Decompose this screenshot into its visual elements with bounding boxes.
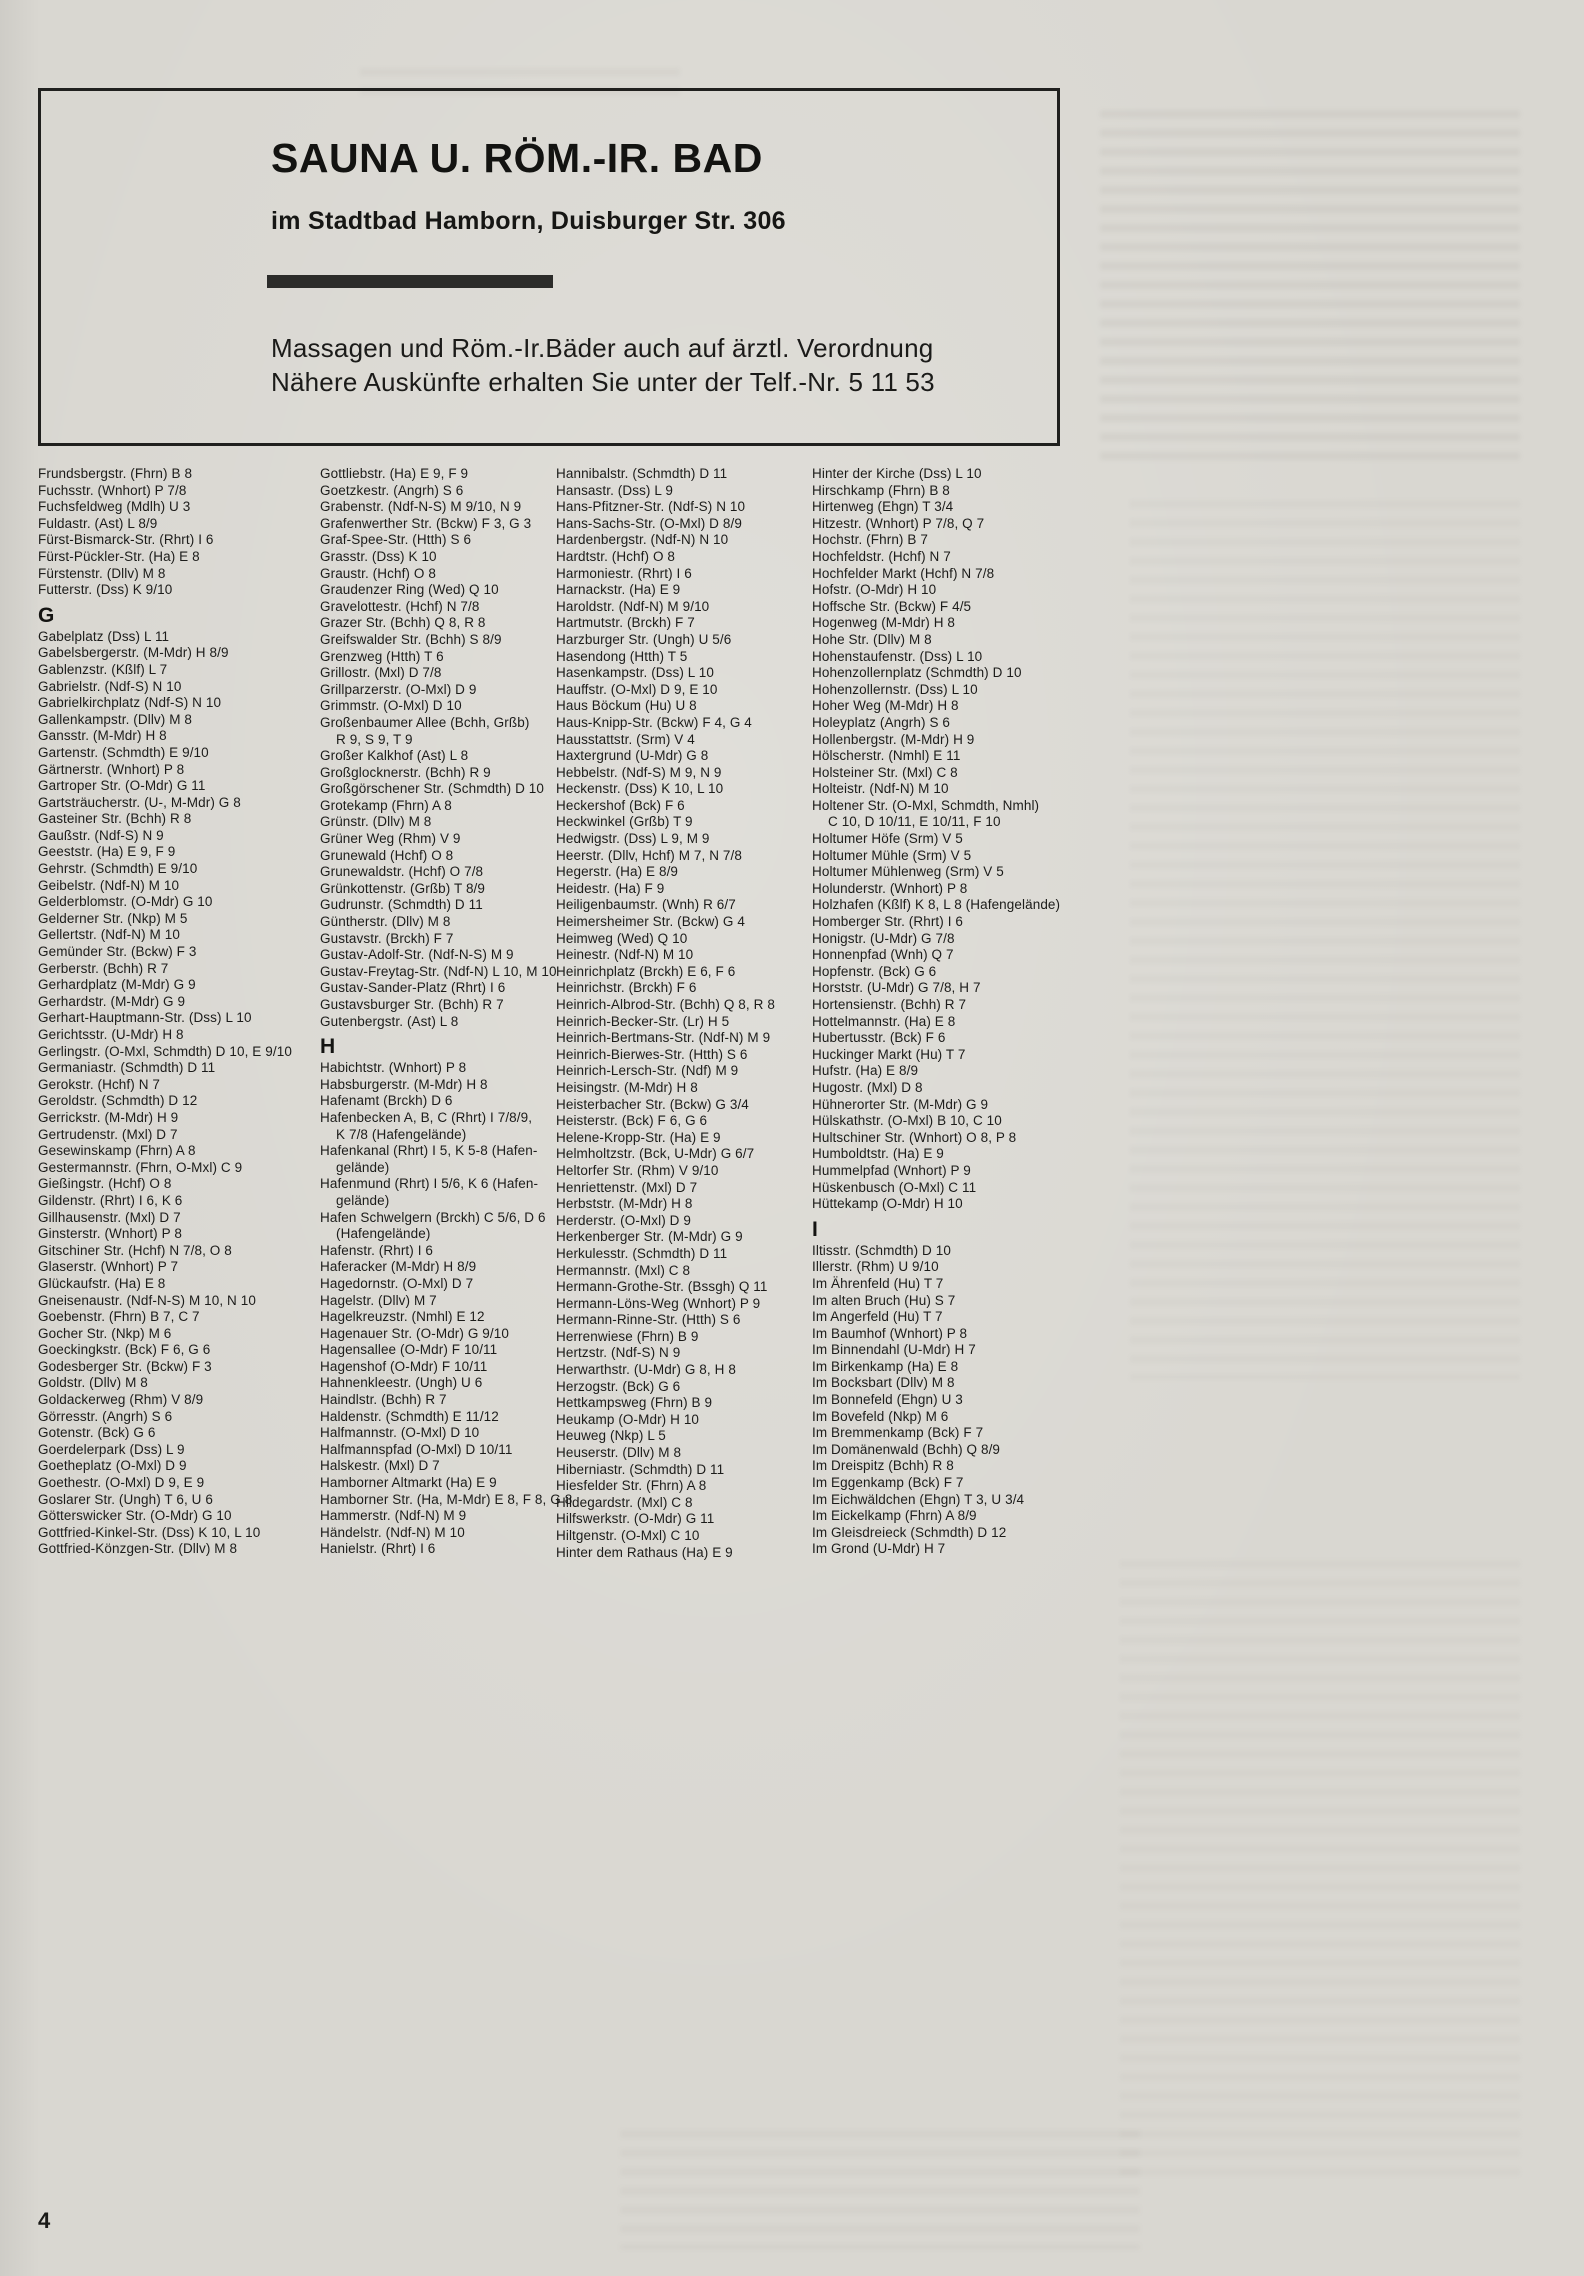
street-entry: Halskestr. (Mxl) D 7 xyxy=(320,1458,440,1474)
street-entry: Fürstenstr. (Dllv) M 8 xyxy=(38,565,166,581)
street-entry: Hahnenkleestr. (Ungh) U 6 xyxy=(320,1375,483,1391)
street-entry: Hinter der Kirche (Dss) L 10 xyxy=(812,466,982,481)
street-entry-continuation: gelände) xyxy=(336,1159,390,1175)
street-entry: Heisterstr. (Bck) F 6, G 6 xyxy=(556,1113,708,1129)
street-entry: Grüner Weg (Rhm) V 9 xyxy=(320,831,461,847)
street-entry: Gartenstr. (Schmdth) E 9/10 xyxy=(38,744,209,760)
street-entry: Hirtenweg (Ehgn) T 3/4 xyxy=(812,499,954,515)
street-entry: Goeckingkstr. (Bck) F 6, G 6 xyxy=(38,1342,211,1358)
street-entry: Hirschkamp (Fhrn) B 8 xyxy=(812,482,950,498)
street-entry: Hoher Weg (M-Mdr) H 8 xyxy=(812,698,959,714)
street-entry-continuation: (Hafengelände) xyxy=(336,1226,431,1242)
street-entry: Gerichtsstr. (U-Mdr) H 8 xyxy=(38,1027,184,1042)
street-entry: Heinestr. (Ndf-N) M 10 xyxy=(556,947,694,963)
street-entry: Im Domänenwald (Bchh) Q 8/9 xyxy=(812,1441,1001,1457)
street-entry: Hermannstr. (Mxl) C 8 xyxy=(556,1262,691,1278)
street-entry: Haxtergrund (U-Mdr) G 8 xyxy=(556,748,709,764)
street-entry: Goldstr. (Dllv) M 8 xyxy=(38,1375,148,1391)
street-entry: Heckwinkel (Grßb) T 9 xyxy=(556,814,693,830)
street-entry: Grunewald (Hchf) O 8 xyxy=(320,847,454,863)
street-entry: Hettkampsweg (Fhrn) B 9 xyxy=(556,1395,713,1411)
street-entry: Glückaufstr. (Ha) E 8 xyxy=(38,1275,166,1291)
street-entry: Gerhart-Hauptmann-Str. (Dss) L 10 xyxy=(38,1010,252,1026)
street-entry: Hagensallee (O-Mdr) F 10/11 xyxy=(320,1342,498,1358)
street-entry: Im Bremmenkamp (Bck) F 7 xyxy=(812,1425,984,1441)
street-entry: Futterstr. (Dss) K 9/10 xyxy=(38,582,173,598)
street-entry: Im alten Bruch (Hu) S 7 xyxy=(812,1292,956,1308)
street-entry: Illerstr. (Rhm) U 9/10 xyxy=(812,1259,939,1275)
street-entry: Gelderner Str. (Nkp) M 5 xyxy=(38,910,188,926)
street-entry: Großglocknerstr. (Bchh) R 9 xyxy=(320,764,491,780)
street-entry: Heinrich-Bertmans-Str. (Ndf-N) M 9 xyxy=(556,1030,771,1046)
street-entry: Huckinger Markt (Hu) T 7 xyxy=(812,1046,966,1062)
street-entry: Herkenberger Str. (M-Mdr) G 9 xyxy=(556,1229,743,1245)
street-list-column-3 xyxy=(556,466,812,1561)
street-entry: Hochfelder Markt (Hchf) N 7/8 xyxy=(812,565,995,581)
street-entry: Hertzstr. (Ndf-S) N 9 xyxy=(556,1345,681,1361)
street-entry: Hagenauer Str. (O-Mdr) G 9/10 xyxy=(320,1325,509,1341)
street-entry: Hardtstr. (Hchf) O 8 xyxy=(556,548,676,564)
street-entry: Hardenbergstr. (Ndf-N) N 10 xyxy=(556,532,729,548)
street-entry: Götterswicker Str. (O-Mdr) G 10 xyxy=(38,1508,232,1524)
ad-title: SAUNA U. RÖM.-IR. BAD xyxy=(271,135,763,181)
street-entry: Hinter dem Rathaus (Ha) E 9 xyxy=(556,1544,733,1560)
street-entry: Im Ährenfeld (Hu) T 7 xyxy=(812,1275,944,1291)
street-entry: Im Dreispitz (Bchh) R 8 xyxy=(812,1458,954,1474)
street-entry: Geibelstr. (Ndf-N) M 10 xyxy=(38,877,180,893)
section-heading: H xyxy=(320,1035,336,1059)
street-entry: Gotenstr. (Bck) G 6 xyxy=(38,1425,156,1441)
street-entry: Holunderstr. (Wnhort) P 8 xyxy=(812,880,968,896)
street-entry: Grafenwerther Str. (Bckw) F 3, G 3 xyxy=(320,515,532,531)
street-entry: Im Bovefeld (Nkp) M 6 xyxy=(812,1408,949,1424)
street-entry: Gehrstr. (Schmdth) E 9/10 xyxy=(38,861,198,877)
street-entry: Hopfenstr. (Bck) G 6 xyxy=(812,963,937,979)
street-entry: Herderstr. (O-Mxl) D 9 xyxy=(556,1212,691,1228)
section-heading: I xyxy=(812,1217,818,1241)
street-entry: Heerstr. (Dllv, Hchf) M 7, N 7/8 xyxy=(556,847,742,863)
street-entry: Grünkottenstr. (Grßb) T 8/9 xyxy=(320,880,486,896)
street-entry: Fuchsstr. (Wnhort) P 7/8 xyxy=(38,482,187,498)
street-entry: Hilfswerkstr. (O-Mdr) G 11 xyxy=(556,1511,715,1527)
street-entry: Harmoniestr. (Rhrt) I 6 xyxy=(556,565,692,581)
street-entry: Hochstr. (Fhrn) B 7 xyxy=(812,532,928,548)
street-entry: Grunewaldstr. (Hchf) O 7/8 xyxy=(320,864,484,880)
street-entry: Hühnerorter Str. (M-Mdr) G 9 xyxy=(812,1096,989,1112)
street-entry: Hartmutstr. (Brckh) F 7 xyxy=(556,615,695,631)
street-entry: Grillparzerstr. (O-Mxl) D 9 xyxy=(320,681,477,697)
street-entry: Gärtnerstr. (Wnhort) P 8 xyxy=(38,761,185,777)
street-entry: Grotekamp (Fhrn) A 8 xyxy=(320,797,452,813)
street-entry: Gerlingstr. (O-Mxl, Schmdth) D 10, E 9/10 xyxy=(38,1043,292,1059)
street-entry: Holsteiner Str. (Mxl) C 8 xyxy=(812,764,958,780)
street-entry: Hollenbergstr. (M-Mdr) H 9 xyxy=(812,731,975,747)
street-entry: Hottelmannstr. (Ha) E 8 xyxy=(812,1013,956,1029)
street-entry: Herbststr. (M-Mdr) H 8 xyxy=(556,1196,693,1212)
street-entry: Hauffstr. (O-Mxl) D 9, E 10 xyxy=(556,681,718,697)
section-heading: G xyxy=(38,603,55,627)
street-entry: Hegerstr. (Ha) E 8/9 xyxy=(556,864,679,880)
street-entry: Im Bocksbart (Dllv) M 8 xyxy=(812,1375,955,1391)
street-entry: Hagelstr. (Dllv) M 7 xyxy=(320,1292,437,1308)
street-entry: Glaserstr. (Wnhort) P 7 xyxy=(38,1259,179,1275)
street-entry: Helene-Kropp-Str. (Ha) E 9 xyxy=(556,1129,721,1145)
street-entry: Honnenpfad (Wnh) Q 7 xyxy=(812,947,954,963)
street-entry: Hafen Schwelgern (Brckh) C 5/6, D 6 xyxy=(320,1209,546,1225)
street-entry: Heinrich-Albrod-Str. (Bchh) Q 8, R 8 xyxy=(556,997,775,1012)
street-entry: Heimersheimer Str. (Bckw) G 4 xyxy=(556,914,745,930)
street-entry: Gravelottestr. (Hchf) N 7/8 xyxy=(320,598,480,614)
ad-subtitle: im Stadtbad Hamborn, Duisburger Str. 306 xyxy=(271,207,786,235)
street-entry: Hummelpfad (Wnhort) P 9 xyxy=(812,1162,971,1178)
street-entry: Hafenbecken A, B, C (Rhrt) I 7/8/9, xyxy=(320,1109,533,1125)
street-entry: Holtumer Mühle (Srm) V 5 xyxy=(812,847,972,863)
street-entry: Gitschiner Str. (Hchf) N 7/8, O 8 xyxy=(38,1242,232,1258)
street-entry: Hebbelstr. (Ndf-S) M 9, N 9 xyxy=(556,764,722,780)
street-entry: Hafenmund (Rhrt) I 5/6, K 6 (Hafen- xyxy=(320,1176,539,1192)
street-entry: Hoffsche Str. (Bckw) F 4/5 xyxy=(812,598,972,614)
street-entry: Haroldstr. (Ndf-N) M 9/10 xyxy=(556,598,710,614)
street-entry: Gerhardplatz (M-Mdr) G 9 xyxy=(38,977,196,993)
street-entry: Hermann-Löns-Weg (Wnhort) P 9 xyxy=(556,1295,761,1311)
street-entry: Hasendong (Htth) T 5 xyxy=(556,648,688,664)
street-entry: Hamborner Altmarkt (Ha) E 9 xyxy=(320,1475,497,1491)
street-entry: Goetzkestr. (Angrh) S 6 xyxy=(320,482,464,498)
street-entry: Gablenzstr. (Kßlf) L 7 xyxy=(38,661,168,677)
street-entry: Geeststr. (Ha) E 9, F 9 xyxy=(38,844,176,860)
street-entry: Hufstr. (Ha) E 8/9 xyxy=(812,1063,919,1079)
street-entry: Habsburgerstr. (M-Mdr) H 8 xyxy=(320,1076,488,1092)
street-entry: Haldenstr. (Schmdth) E 11/12 xyxy=(320,1408,499,1424)
street-entry: Horststr. (U-Mdr) G 7/8, H 7 xyxy=(812,980,981,996)
street-entry: Im Birkenkamp (Ha) E 8 xyxy=(812,1358,959,1374)
street-entry: Gerberstr. (Bchh) R 7 xyxy=(38,960,169,976)
street-entry: Goerdelerpark (Dss) L 9 xyxy=(38,1441,185,1457)
street-entry: Habichtstr. (Wnhort) P 8 xyxy=(320,1060,467,1076)
street-entry: Gelderblomstr. (O-Mdr) G 10 xyxy=(38,894,213,910)
street-entry: Grazer Str. (Bchh) Q 8, R 8 xyxy=(320,615,486,631)
street-entry: Hafenamt (Brckh) D 6 xyxy=(320,1093,453,1109)
street-entry: Hochfeldstr. (Hchf) N 7 xyxy=(812,548,951,564)
street-entry: Hanielstr. (Rhrt) I 6 xyxy=(320,1541,436,1557)
street-entry: Gocher Str. (Nkp) M 6 xyxy=(38,1325,172,1341)
street-entry: Hafenkanal (Rhrt) I 5, K 5-8 (Hafen- xyxy=(320,1143,538,1159)
page-showthrough xyxy=(1120,1560,1520,2180)
street-entry: Gillhausenstr. (Mxl) D 7 xyxy=(38,1209,181,1225)
street-entry: Hüskenbusch (O-Mxl) C 11 xyxy=(812,1179,977,1195)
street-entry: Gertrudenstr. (Mxl) D 7 xyxy=(38,1126,178,1142)
street-entry: Goldackerweg (Rhm) V 8/9 xyxy=(38,1392,204,1408)
street-entry: Hasenkampstr. (Dss) L 10 xyxy=(556,665,714,681)
street-entry: Hafenstr. (Rhrt) I 6 xyxy=(320,1242,434,1258)
street-entry: Helmholtzstr. (Bck, U-Mdr) G 6/7 xyxy=(556,1146,755,1162)
street-entry: Graf-Spee-Str. (Htth) S 6 xyxy=(320,532,472,548)
street-entry: Gabrielstr. (Ndf-S) N 10 xyxy=(38,678,182,694)
street-entry: Halfmannspfad (O-Mxl) D 10/11 xyxy=(320,1441,513,1457)
street-entry: Hitzestr. (Wnhort) P 7/8, Q 7 xyxy=(812,515,985,531)
street-entry: Iltisstr. (Schmdth) D 10 xyxy=(812,1242,951,1258)
street-entry: Im Gleisdreieck (Schmdth) D 12 xyxy=(812,1524,1007,1540)
street-entry: Goetheplatz (O-Mxl) D 9 xyxy=(38,1458,187,1474)
street-entry: Hohe Str. (Dllv) M 8 xyxy=(812,631,932,647)
street-entry: Holtener Str. (O-Mxl, Schmdth, Nmhl) xyxy=(812,797,1040,813)
street-entry: Gartroper Str. (O-Mdr) G 11 xyxy=(38,778,206,794)
street-entry: Gudrunstr. (Schmdth) D 11 xyxy=(320,897,483,913)
street-entry: Gneisenaustr. (Ndf-N-S) M 10, N 10 xyxy=(38,1292,256,1308)
street-entry: Goslarer Str. (Ungh) T 6, U 6 xyxy=(38,1491,213,1507)
street-entry: Holtumer Mühlenweg (Srm) V 5 xyxy=(812,864,1004,880)
street-entry: Händelstr. (Ndf-N) M 10 xyxy=(320,1524,465,1540)
street-entry: Heckenstr. (Dss) K 10, L 10 xyxy=(556,781,724,797)
street-entry: Gemünder Str. (Bckw) F 3 xyxy=(38,944,197,960)
street-entry: Henriettenstr. (Mxl) D 7 xyxy=(556,1179,698,1195)
street-entry: Hildegardstr. (Mxl) C 8 xyxy=(556,1494,693,1510)
street-entry: Gustav-Sander-Platz (Rhrt) I 6 xyxy=(320,980,506,996)
street-entry: Haindlstr. (Bchh) R 7 xyxy=(320,1392,447,1408)
street-entry: Herwarthstr. (U-Mdr) G 8, H 8 xyxy=(556,1362,736,1378)
street-entry: Ginsterstr. (Wnhort) P 8 xyxy=(38,1226,182,1242)
street-entry: Im Binnendahl (U-Mdr) H 7 xyxy=(812,1342,976,1358)
street-entry: Holteistr. (Ndf-N) M 10 xyxy=(812,781,949,797)
ad-text-line-2: Nähere Auskünfte erhalten Sie unter der Telf.-Nr. 5 11 53 xyxy=(271,367,935,397)
page-number: 4 xyxy=(38,2208,51,2233)
street-entry: Hammerstr. (Ndf-N) M 9 xyxy=(320,1508,467,1524)
street-list-column-1 xyxy=(38,466,310,1558)
street-entry: Herrenwiese (Fhrn) B 9 xyxy=(556,1328,699,1344)
street-entry: Gottfried-Kinkel-Str. (Dss) K 10, L 10 xyxy=(38,1524,261,1540)
street-entry: Gartsträucherstr. (U-, M-Mdr) G 8 xyxy=(38,794,241,810)
street-entry: Hans-Sachs-Str. (O-Mxl) D 8/9 xyxy=(556,515,742,531)
street-entry: Herzogstr. (Bck) G 6 xyxy=(556,1378,681,1394)
street-list-column-2 xyxy=(320,466,573,1558)
street-entry: Goethestr. (O-Mxl) D 9, E 9 xyxy=(38,1475,205,1491)
street-entry: Gustavstr. (Brckh) F 7 xyxy=(320,930,454,946)
street-entry: Hofstr. (O-Mdr) H 10 xyxy=(812,582,937,598)
street-entry: Germaniastr. (Schmdth) D 11 xyxy=(38,1060,216,1076)
street-entry: Gesewinskamp (Fhrn) A 8 xyxy=(38,1143,196,1159)
street-entry: Heisingstr. (M-Mdr) H 8 xyxy=(556,1079,698,1095)
street-entry: Hubertusstr. (Bck) F 6 xyxy=(812,1030,946,1046)
street-entry: Gutenbergstr. (Ast) L 8 xyxy=(320,1013,459,1029)
street-entry: Gießingstr. (Hchf) O 8 xyxy=(38,1176,172,1192)
street-entry: Hermann-Grothe-Str. (Bssgh) Q 11 xyxy=(556,1279,768,1295)
street-entry: Hortensienstr. (Bchh) R 7 xyxy=(812,997,967,1012)
street-entry: Fürst-Bismarck-Str. (Rhrt) I 6 xyxy=(38,532,214,548)
street-entry: Im Bonnefeld (Ehgn) U 3 xyxy=(812,1392,963,1408)
street-entry: Großenbaumer Allee (Bchh, Grßb) xyxy=(320,714,530,730)
street-entry: Görresstr. (Angrh) S 6 xyxy=(38,1408,173,1424)
street-entry: Hansastr. (Dss) L 9 xyxy=(556,482,673,498)
street-entry: Haus Böckum (Hu) U 8 xyxy=(556,698,697,714)
page-showthrough xyxy=(1100,110,1520,470)
street-entry: Graudenzer Ring (Wed) Q 10 xyxy=(320,582,499,598)
street-entry: Gallenkampstr. (Dllv) M 8 xyxy=(38,711,193,727)
street-entry: Grabenstr. (Ndf-N-S) M 9/10, N 9 xyxy=(320,499,522,515)
street-entry: Heisterbacher Str. (Bckw) G 3/4 xyxy=(556,1096,749,1112)
street-entry: Holeyplatz (Angrh) S 6 xyxy=(812,714,951,730)
street-entry: Im Baumhof (Wnhort) P 8 xyxy=(812,1325,968,1341)
street-entry: Gansstr. (M-Mdr) H 8 xyxy=(38,728,167,744)
advertisement-box xyxy=(38,88,1060,446)
street-entry: Hiesfelder Str. (Fhrn) A 8 xyxy=(556,1478,707,1494)
ad-divider-bar xyxy=(267,275,553,288)
street-entry: Gellertstr. (Ndf-N) M 10 xyxy=(38,927,180,943)
street-entry: Heuweg (Nkp) L 5 xyxy=(556,1428,666,1444)
street-entry: Halfmannstr. (O-Mxl) D 10 xyxy=(320,1425,480,1441)
street-entry: Hamborner Str. (Ha, M-Mdr) E 8, F 8, G 8 xyxy=(320,1491,573,1507)
ad-text-line-1: Massagen und Röm.-Ir.Bäder auch auf ärztl. Verordnung xyxy=(271,333,934,363)
street-entry: Grünstr. (Dllv) M 8 xyxy=(320,814,432,830)
street-entry-continuation: gelände) xyxy=(336,1192,390,1208)
street-entry: Geroldstr. (Schmdth) D 12 xyxy=(38,1093,198,1109)
street-entry: Gerrickstr. (M-Mdr) H 9 xyxy=(38,1109,179,1125)
street-entry: Harnackstr. (Ha) E 9 xyxy=(556,582,681,598)
street-entry-continuation: C 10, D 10/11, E 10/11, F 10 xyxy=(828,814,1001,830)
page-showthrough xyxy=(1130,500,1520,1380)
street-entry: Heinrichstr. (Brckh) F 6 xyxy=(556,980,697,996)
street-entry: Heidestr. (Ha) F 9 xyxy=(556,880,665,896)
street-entry: Gerhardstr. (M-Mdr) G 9 xyxy=(38,993,186,1009)
street-entry: Gestermannstr. (Fhrn, O-Mxl) C 9 xyxy=(38,1159,243,1175)
street-entry: Humboldtstr. (Ha) E 9 xyxy=(812,1146,944,1162)
street-entry: Heinrichplatz (Brckh) E 6, F 6 xyxy=(556,963,736,979)
street-entry-continuation: R 9, S 9, T 9 xyxy=(336,731,413,747)
street-entry: Im Eichwäldchen (Ehgn) T 3, U 3/4 xyxy=(812,1491,1025,1507)
street-entry: Gottliebstr. (Ha) E 9, F 9 xyxy=(320,466,469,481)
street-entry: Hohenzollernplatz (Schmdth) D 10 xyxy=(812,665,1022,681)
street-entry: Hiltgenstr. (O-Mxl) C 10 xyxy=(556,1528,700,1543)
street-entry: Heuserstr. (Dllv) M 8 xyxy=(556,1445,682,1461)
street-entry: Heinrich-Bierwes-Str. (Htth) S 6 xyxy=(556,1046,748,1062)
street-entry: Gabelsbergerstr. (M-Mdr) H 8/9 xyxy=(38,645,229,661)
street-entry: Gottfried-Könzgen-Str. (Dllv) M 8 xyxy=(38,1541,238,1557)
street-entry: Fürst-Pückler-Str. (Ha) E 8 xyxy=(38,548,200,564)
street-entry-continuation: K 7/8 (Hafengelände) xyxy=(336,1126,467,1142)
street-entry: Fuldastr. (Ast) L 8/9 xyxy=(38,515,158,531)
page-showthrough xyxy=(620,2130,1140,2250)
street-entry: Goebenstr. (Fhrn) B 7, C 7 xyxy=(38,1309,200,1325)
street-entry: Hugostr. (Mxl) D 8 xyxy=(812,1079,923,1095)
street-entry: Gustav-Freytag-Str. (Ndf-N) L 10, M 10 xyxy=(320,963,557,979)
street-entry: Heltorfer Str. (Rhm) V 9/10 xyxy=(556,1162,719,1178)
street-entry: Heukamp (O-Mdr) H 10 xyxy=(556,1411,700,1427)
street-entry: Frundsbergstr. (Fhrn) B 8 xyxy=(38,466,193,481)
street-entry: Hagedornstr. (O-Mxl) D 7 xyxy=(320,1275,474,1291)
street-entry: Hohenstaufenstr. (Dss) L 10 xyxy=(812,648,983,664)
street-entry: Güntherstr. (Dllv) M 8 xyxy=(320,914,451,930)
street-entry: Heimweg (Wed) Q 10 xyxy=(556,930,688,946)
street-entry: Hagenshof (O-Mdr) F 10/11 xyxy=(320,1358,488,1374)
street-entry: Honigstr. (U-Mdr) G 7/8 xyxy=(812,930,955,946)
street-list-column-4 xyxy=(812,466,1112,1558)
street-entry: Haus-Knipp-Str. (Bckw) F 4, G 4 xyxy=(556,714,752,730)
street-entry: Grenzweg (Htth) T 6 xyxy=(320,648,444,664)
street-entry: Hultschiner Str. (Wnhort) O 8, P 8 xyxy=(812,1129,1017,1145)
street-entry: Hohenzollernstr. (Dss) L 10 xyxy=(812,681,978,697)
street-entry: Fuchsfeldweg (Mdlh) U 3 xyxy=(38,499,191,515)
street-entry: Holzhafen (Kßlf) K 8, L 8 (Hafengelände) xyxy=(812,897,1061,913)
street-entry: Hans-Pfitzner-Str. (Ndf-S) N 10 xyxy=(556,499,746,515)
street-entry: Gustavsburger Str. (Bchh) R 7 xyxy=(320,997,504,1012)
street-entry: Gasteiner Str. (Bchh) R 8 xyxy=(38,811,192,827)
street-entry: Gabrielkirchplatz (Ndf-S) N 10 xyxy=(38,695,222,711)
street-entry: Godesberger Str. (Bckw) F 3 xyxy=(38,1358,212,1374)
street-entry: Gildenstr. (Rhrt) I 6, K 6 xyxy=(38,1192,183,1208)
street-entry: Graustr. (Hchf) O 8 xyxy=(320,565,436,581)
street-entry: Herkulesstr. (Schmdth) D 11 xyxy=(556,1245,728,1261)
street-entry: Grimmstr. (O-Mxl) D 10 xyxy=(320,698,462,714)
street-entry: Großer Kalkhof (Ast) L 8 xyxy=(320,748,469,764)
street-entry: Heckershof (Bck) F 6 xyxy=(556,797,685,813)
street-entry: Gabelplatz (Dss) L 11 xyxy=(38,628,170,644)
street-entry: Greifswalder Str. (Bchh) S 8/9 xyxy=(320,631,502,647)
street-entry: Homberger Str. (Rhrt) I 6 xyxy=(812,914,964,930)
street-entry: Hülskathstr. (O-Mxl) B 10, C 10 xyxy=(812,1113,1002,1129)
street-entry: Gustav-Adolf-Str. (Ndf-N-S) M 9 xyxy=(320,947,514,963)
street-entry: Hannibalstr. (Schmdth) D 11 xyxy=(556,466,728,481)
street-entry: Großgörschener Str. (Schmdth) D 10 xyxy=(320,781,544,797)
street-entry: Hagelkreuzstr. (Nmhl) E 12 xyxy=(320,1309,485,1325)
street-entry: Grasstr. (Dss) K 10 xyxy=(320,548,437,564)
street-entry: Hölscherstr. (Nmhl) E 11 xyxy=(812,748,961,764)
street-entry: Holtumer Höfe (Srm) V 5 xyxy=(812,831,963,847)
street-entry: Grillostr. (Mxl) D 7/8 xyxy=(320,665,442,681)
street-entry: Haferacker (M-Mdr) H 8/9 xyxy=(320,1259,477,1275)
street-entry: Harzburger Str. (Ungh) U 5/6 xyxy=(556,631,732,647)
street-entry: Gerokstr. (Hchf) N 7 xyxy=(38,1076,161,1092)
street-entry: Hiberniastr. (Schmdth) D 11 xyxy=(556,1461,725,1477)
street-entry: Heiligenbaumstr. (Wnh) R 6/7 xyxy=(556,897,736,913)
street-entry: Im Angerfeld (Hu) T 7 xyxy=(812,1309,943,1325)
street-entry: Hogenweg (M-Mdr) H 8 xyxy=(812,615,956,631)
street-entry: Hedwigstr. (Dss) L 9, M 9 xyxy=(556,831,710,847)
street-entry: Im Eggenkamp (Bck) F 7 xyxy=(812,1475,964,1491)
street-entry: Hermann-Rinne-Str. (Htth) S 6 xyxy=(556,1312,741,1328)
street-entry: Hüttekamp (O-Mdr) H 10 xyxy=(812,1196,963,1212)
street-entry: Im Eickelkamp (Fhrn) A 8/9 xyxy=(812,1508,977,1524)
street-entry: Heinrich-Lersch-Str. (Ndf) M 9 xyxy=(556,1063,739,1079)
street-entry: Im Grond (U-Mdr) H 7 xyxy=(812,1541,946,1557)
street-entry: Gaußstr. (Ndf-S) N 9 xyxy=(38,827,164,843)
street-entry: Hausstattstr. (Srm) V 4 xyxy=(556,731,695,747)
street-entry: Heinrich-Becker-Str. (Lr) H 5 xyxy=(556,1013,730,1029)
